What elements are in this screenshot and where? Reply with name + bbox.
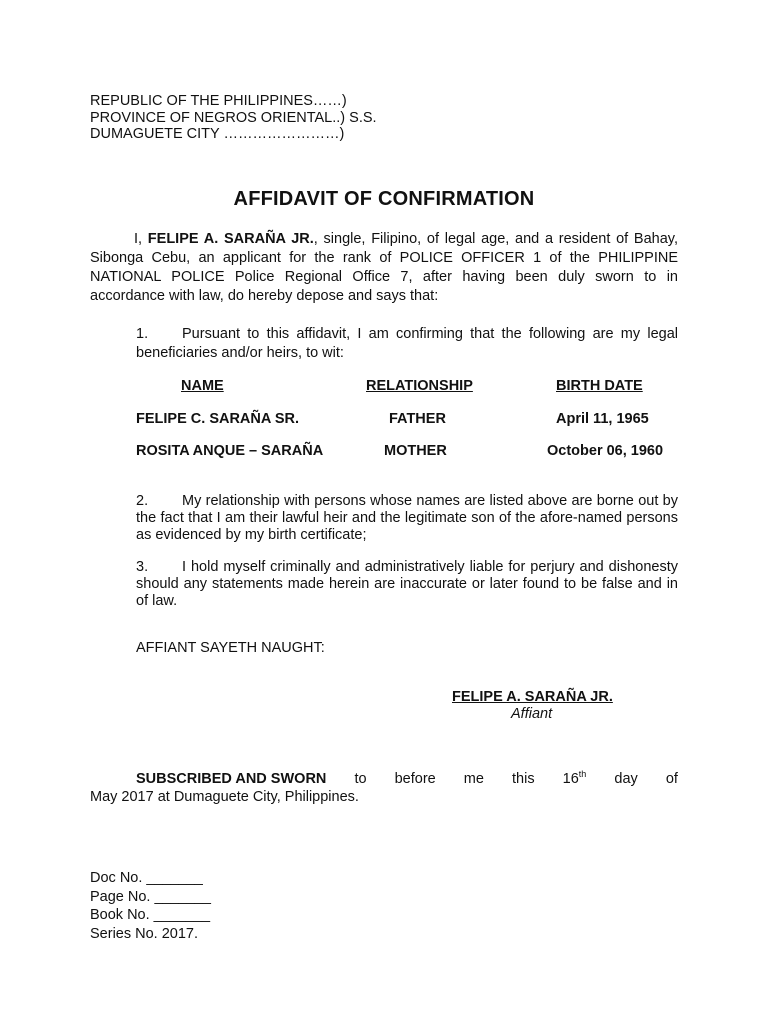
book-number: Book No. _______: [90, 907, 211, 923]
item-number: 2.: [136, 493, 149, 509]
intro-affiant-name: FELIPE A. SARAÑA JR.: [147, 231, 314, 247]
item-1: [136, 325, 678, 363]
jurat-day-suffix: th: [578, 769, 587, 780]
row-1-birth-date: April 11, 1965: [556, 411, 649, 427]
notarial-block: [90, 869, 211, 943]
header-name: NAME: [181, 378, 224, 394]
item-2: [136, 493, 678, 544]
header-relationship: RELATIONSHIP: [366, 378, 473, 394]
page-number: Page No. _______: [90, 888, 211, 905]
jurat-line-1: [90, 770, 678, 788]
venue-republic: REPUBLIC OF THE PHILIPPINES……): [90, 93, 347, 109]
series-number: Series No. 2017.: [90, 925, 199, 942]
row-1-relationship: FATHER: [389, 411, 446, 427]
signature-label: Affiant: [511, 706, 553, 722]
jurat-day: [563, 770, 587, 788]
row-2-name: ROSITA ANQUE – SARAÑA: [136, 443, 324, 459]
jurat-bold: SUBSCRIBED AND SWORN: [136, 771, 327, 787]
intro-body: , single, Filipino, of legal age, and a resident of Bahay, Sibonga Cebu, an applicant for the rank of POLICE OFFICER 1 of the PHILIPPINE NATIONAL POLICE Police Regional Office 7, after having been duly sworn to in accordance with law, do hereby depose and says that:: [90, 231, 678, 304]
jurat-line-2: May 2017 at Dumaguete City, Philippines.: [90, 789, 359, 805]
document-title: AFFIDAVIT OF CONFIRMATION: [233, 188, 535, 210]
jurat-word: me: [463, 771, 484, 787]
item-text: My relationship with persons whose names are listed above are borne out by the fact that I am their lawful heir and the legitimate son of the afore-named persons as evidenced by my birth certificate;: [136, 493, 678, 543]
jurat-day-number: 16: [562, 771, 579, 787]
closing-statement: AFFIANT SAYETH NAUGHT:: [136, 640, 325, 656]
item-number: 1.: [136, 326, 149, 342]
header-birth-date: BIRTH DATE: [556, 378, 643, 394]
row-2-relationship: MOTHER: [384, 443, 447, 459]
item-text: Pursuant to this affidavit, I am confirming that the following are my legal beneficiaries and/or heirs, to wit:: [136, 326, 678, 361]
jurat-word: of: [665, 771, 678, 787]
jurat-word: this: [512, 771, 535, 787]
item-text: I hold myself criminally and administratively liable for perjury and dishonesty should any statements made herein are inaccurate or later found to be false and in of law.: [136, 559, 678, 609]
doc-number: Doc No. _______: [90, 870, 203, 886]
intro-paragraph: [90, 230, 678, 306]
intro-prefix: I,: [134, 231, 148, 247]
row-1-name: FELIPE C. SARAÑA SR.: [136, 411, 300, 427]
item-number: 3.: [136, 559, 149, 575]
venue-province: PROVINCE OF NEGROS ORIENTAL..) S.S.: [90, 109, 377, 126]
row-2-birth-date: October 06, 1960: [547, 443, 664, 459]
venue-block: [90, 93, 377, 143]
jurat-word: to: [354, 771, 367, 787]
venue-city: DUMAGUETE CITY ……………………): [90, 126, 345, 142]
signature-name: FELIPE A. SARAÑA JR.: [452, 689, 613, 705]
jurat-word: day: [614, 771, 638, 787]
item-3: [136, 559, 678, 610]
jurat-word: before: [394, 771, 436, 787]
jurat: [90, 770, 678, 806]
